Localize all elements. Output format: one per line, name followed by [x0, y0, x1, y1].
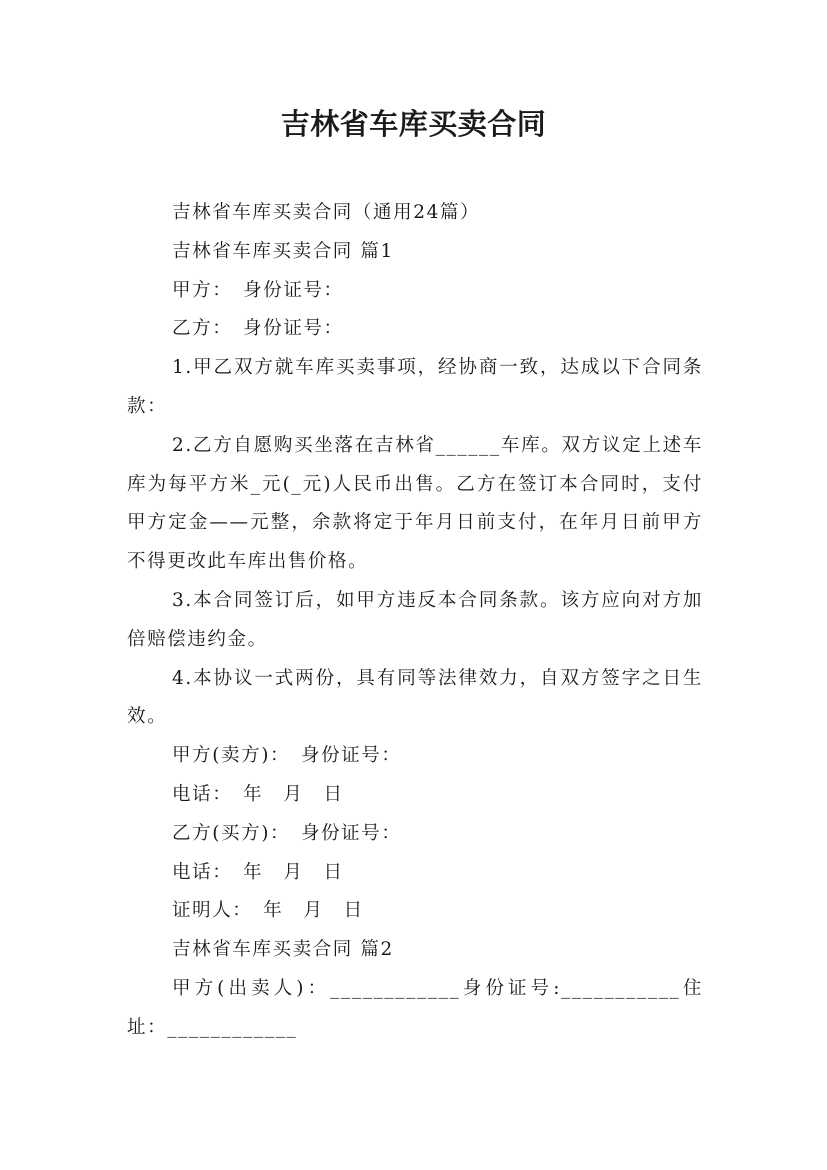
paragraph-seller-phone-date: 电话： 年 月 日: [172, 783, 344, 805]
paragraph-section-1-heading: 吉林省车库买卖合同 篇1: [172, 240, 394, 262]
paragraph-buyer-phone-date: 电话： 年 月 日: [172, 861, 344, 883]
paragraph-seller-details: 甲方(出卖人)：____________身份证号:___________住址：____________: [127, 977, 703, 1038]
paragraph-section-2-heading: 吉林省车库买卖合同 篇2: [172, 939, 394, 961]
document-body: [127, 194, 703, 1048]
paragraph-party-b: 乙方： 身份证号：: [172, 318, 344, 340]
paragraph-clause-4: 4.本协议一式两份，具有同等法律效力，自双方签字之日生效。: [127, 667, 703, 728]
paragraph-subtitle: 吉林省车库买卖合同（通用24篇）: [172, 202, 481, 223]
paragraph-party-a: 甲方： 身份证号：: [172, 279, 344, 301]
paragraph-clause-3: 3.本合同签订后，如甲方违反本合同条款。该方应向对方加倍赔偿违约金。: [127, 589, 703, 650]
paragraph-buyer-signature: 乙方(买方)： 身份证号：: [172, 822, 402, 844]
paragraph-seller-signature: 甲方(卖方)： 身份证号：: [172, 745, 402, 767]
paragraph-witness: 证明人： 年 月 日: [172, 900, 364, 922]
paragraph-clause-1: 1.甲乙双方就车库买卖事项，经协商一致，达成以下合同条款：: [127, 357, 703, 417]
paragraph-clause-2: 2.乙方自愿购买坐落在吉林省______车库。双方议定上述车库为每平方米_元(_元)人民币出售。乙方在签订本合同时，支付甲方定金——元整，余款将定于年月日前支付，在年月日前甲方不得更改此车库出售价格。: [127, 434, 703, 573]
document-title: 吉林省车库买卖合同: [280, 107, 547, 141]
